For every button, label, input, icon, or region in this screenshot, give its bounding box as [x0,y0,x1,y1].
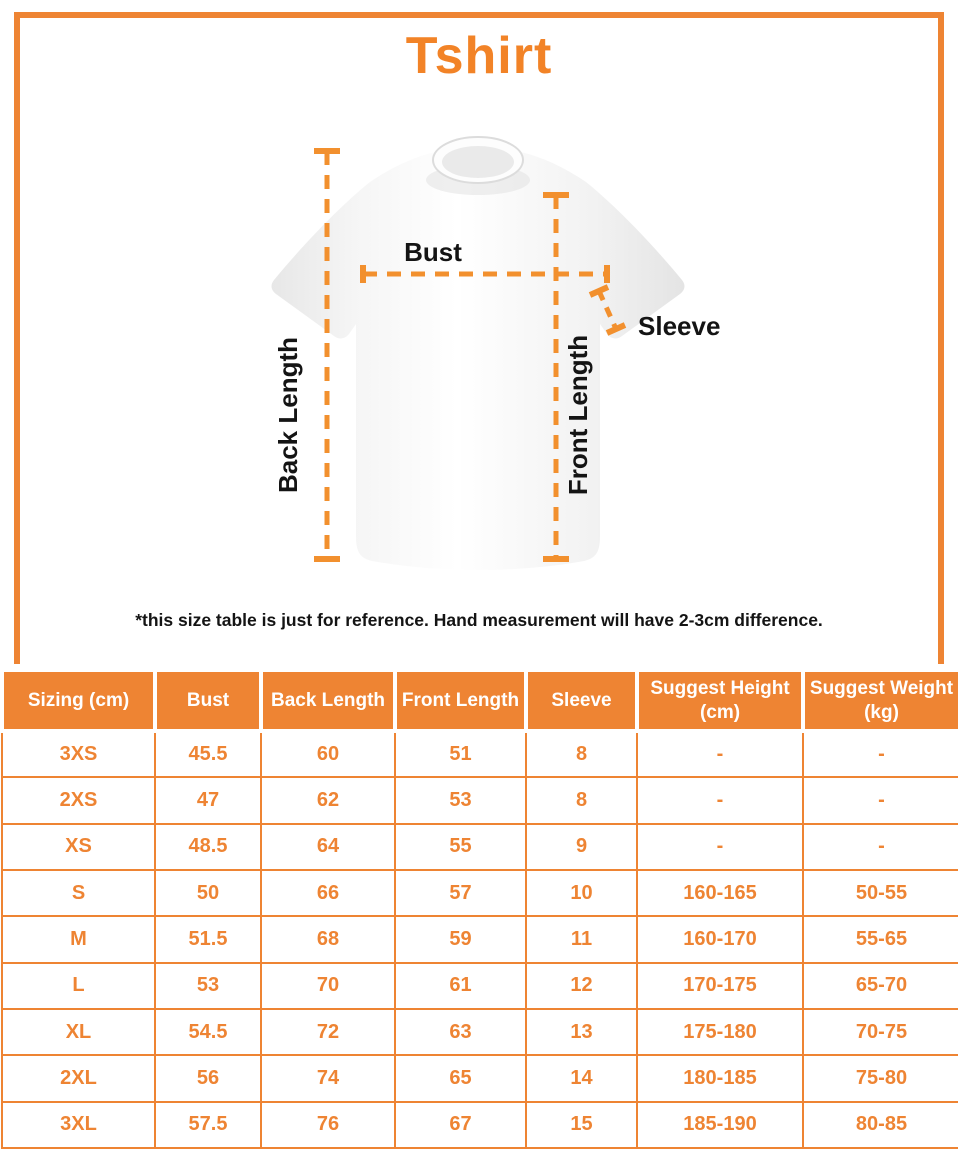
cell-weight: - [803,777,958,823]
cell-front-length: 53 [395,777,526,823]
table-row-m [2,916,958,962]
cell-back-length: 66 [261,870,395,916]
cell-back-length: 68 [261,916,395,962]
cell-height: - [637,777,803,823]
cell-sleeve: 11 [526,916,637,962]
cell-back-length: 74 [261,1055,395,1101]
cell-bust: 51.5 [155,916,261,962]
cell-size: M [2,916,155,962]
cell-back-length: 70 [261,963,395,1009]
cell-front-length: 57 [395,870,526,916]
table-row-3xl [2,1102,958,1148]
cell-weight: 80-85 [803,1102,958,1148]
cell-size: S [2,870,155,916]
cell-front-length: 67 [395,1102,526,1148]
cell-bust: 57.5 [155,1102,261,1148]
size-table-header [2,670,958,731]
header-front-length: Front Length [395,670,526,731]
cell-sleeve: 9 [526,824,637,870]
cell-sleeve: 15 [526,1102,637,1148]
cell-front-length: 55 [395,824,526,870]
cell-weight: 65-70 [803,963,958,1009]
cell-weight: 55-65 [803,916,958,962]
header-bust: Bust [155,670,261,731]
header-suggest-weight: Suggest Weight (kg) [803,670,958,731]
cell-size: XS [2,824,155,870]
cell-sleeve: 14 [526,1055,637,1101]
table-row-xl [2,1009,958,1055]
header-back-length: Back Length [261,670,395,731]
table-row-3xs [2,731,958,777]
cell-size: 3XL [2,1102,155,1148]
cell-height: - [637,731,803,777]
header-sleeve: Sleeve [526,670,637,731]
tshirt-measurement-diagram [250,128,720,596]
cell-bust: 53 [155,963,261,1009]
table-row-2xs [2,777,958,823]
cell-sleeve: 12 [526,963,637,1009]
reference-note: *this size table is just for reference. Hand measurement will have 2-3cm difference. [135,610,823,630]
bust-label: Bust [404,237,462,267]
tshirt-icon [272,137,685,570]
cell-front-length: 51 [395,731,526,777]
table-row-l [2,963,958,1009]
cell-height: 160-165 [637,870,803,916]
cell-size: 2XS [2,777,155,823]
cell-weight: - [803,731,958,777]
cell-height: 185-190 [637,1102,803,1148]
cell-weight: 70-75 [803,1009,958,1055]
cell-front-length: 59 [395,916,526,962]
cell-bust: 54.5 [155,1009,261,1055]
cell-sleeve: 8 [526,777,637,823]
cell-sleeve: 8 [526,731,637,777]
cell-back-length: 62 [261,777,395,823]
cell-front-length: 65 [395,1055,526,1101]
page-title: Tshirt [405,27,553,85]
cell-height: 170-175 [637,963,803,1009]
header-suggest-height: Suggest Height (cm) [637,670,803,731]
table-row-2xl [2,1055,958,1101]
cell-bust: 50 [155,870,261,916]
cell-weight: 75-80 [803,1055,958,1101]
cell-size: 3XS [2,731,155,777]
table-row-s [2,870,958,916]
header-sizing: Sizing (cm) [2,670,155,731]
cell-front-length: 63 [395,1009,526,1055]
cell-height: 175-180 [637,1009,803,1055]
cell-sleeve: 13 [526,1009,637,1055]
back-length-measure-line [314,151,340,559]
cell-back-length: 76 [261,1102,395,1148]
cell-back-length: 72 [261,1009,395,1055]
front-length-label: Front Length [563,334,593,496]
tshirt-diagram-svg [250,128,720,596]
cell-bust: 56 [155,1055,261,1101]
cell-sleeve: 10 [526,870,637,916]
cell-weight: 50-55 [803,870,958,916]
cell-bust: 48.5 [155,824,261,870]
cell-height: 160-170 [637,916,803,962]
cell-back-length: 64 [261,824,395,870]
cell-height: 180-185 [637,1055,803,1101]
cell-height: - [637,824,803,870]
table-row-xs [2,824,958,870]
cell-bust: 47 [155,777,261,823]
cell-weight: - [803,824,958,870]
cell-back-length: 60 [261,731,395,777]
cell-front-length: 61 [395,963,526,1009]
header-row [2,670,958,731]
cell-bust: 45.5 [155,731,261,777]
cell-size: L [2,963,155,1009]
sleeve-label: Sleeve [638,311,720,341]
cell-size: XL [2,1009,155,1055]
back-length-label: Back Length [273,336,303,494]
cell-size: 2XL [2,1055,155,1101]
size-table-body [2,731,958,1148]
size-chart-table [0,668,958,1149]
